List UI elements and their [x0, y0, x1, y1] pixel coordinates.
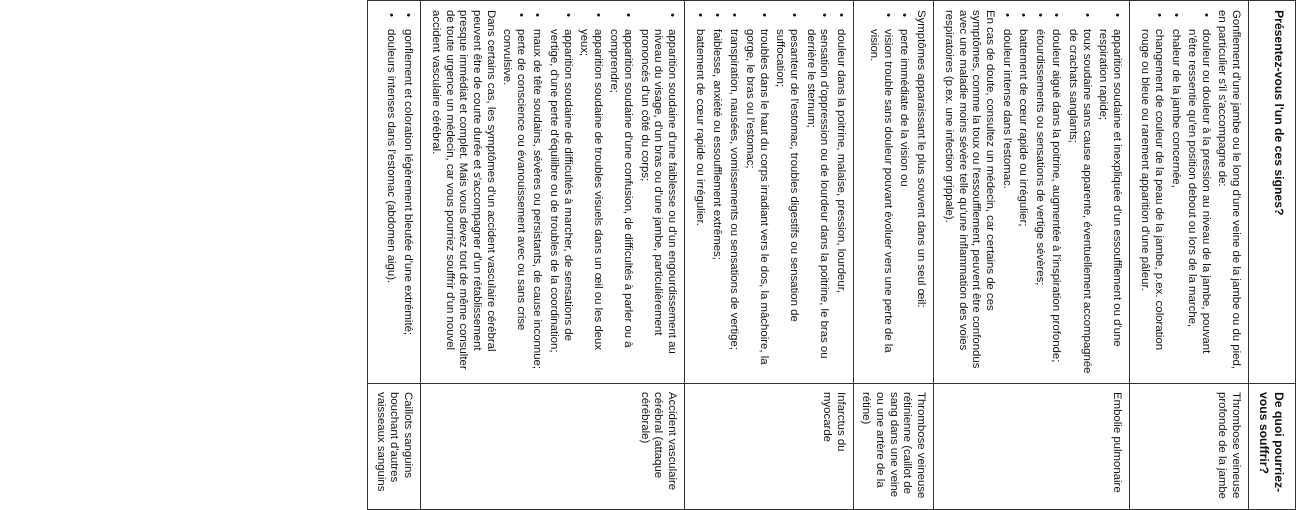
list-item: • douleurs intenses dans l'estomac (abdomen aigu). — [384, 10, 398, 375]
symptoms-table — [367, 0, 1296, 510]
cause-cell: Caillots sanguins bouchant d'autres vaisseaux sanguins — [367, 384, 420, 510]
row-note: En cas de doute, consultez un médecin, car certains de ces symptômes, comme la toux ou l'essoufflement, peuvent être confondus avec une maladie moins sévère telle qu'une inflammation des voies respiratoires (p.ex. une infection grippale). — [943, 10, 997, 369]
list-item: • changement de couleur de la peau de la jambe, p.ex. coloration rouge ou bleue ou rarement apparition d'une pâleur. — [1138, 10, 1165, 375]
list-item: • douleur ou douleur à la pression au niveau de la jambe, pouvant n'être ressentie qu'en position debout ou lors de la marche, — [1185, 10, 1212, 375]
list-item: • battement de cœur rapide ou irrégulier; — [1016, 10, 1030, 375]
symptom-list — [500, 10, 678, 375]
list-item: • chaleur de la jambe concernée, — [1168, 10, 1182, 375]
cause-cell: Embolie pulmonaire — [933, 384, 1129, 510]
signs-header: Présentez-vous l'un de ces signes? — [1249, 1, 1296, 384]
signs-cell — [1129, 1, 1248, 384]
list-item: • apparition soudaine de troubles visuels dans un œil ou les deux yeux; — [577, 10, 604, 375]
signs-cell — [853, 1, 933, 384]
symptom-list — [866, 10, 910, 375]
symptom-list — [999, 10, 1123, 375]
list-item: • sensation d'oppression ou de lourdeur dans la poitrine, le bras ou derrière le sternum; — [803, 10, 830, 375]
list-item: • troubles dans le haut du corps irradiant vers le dos, la mâchoire, la gorge, le bras ou l'estomac; — [743, 10, 770, 375]
table-row-embolism — [933, 1, 1129, 510]
cause-cell: Infarctus du myocarde — [684, 384, 853, 510]
table-row-other-clots — [367, 1, 420, 510]
list-item: • douleur aiguë dans la poitrine, augmentée à l'inspiration profonde; — [1049, 10, 1063, 375]
cause-cell: Thrombose veineuse rétinienne (caillot de sang dans une veine ou une artère de la rétine) — [853, 384, 933, 510]
list-item: • vision trouble sans douleur pouvant évoluer vers une perte de la vision. — [866, 10, 893, 375]
table-row-infarction — [684, 1, 853, 510]
signs-cell — [367, 1, 420, 384]
row-intro: Gonflement d'une jambe ou le long d'une veine de la jambe ou du pied, en particulier s'il s'accompagne de: — [1216, 10, 1242, 369]
list-item: • toux soudaine sans cause apparente, éventuellement accompagnée de crachats sanglants; — [1065, 10, 1092, 375]
list-item: • douleur dans la poitrine, malaise, pression, lourdeur, — [833, 10, 847, 375]
signs-cell — [933, 1, 1129, 384]
cause-header: De quoi pourriez-vous souffrir? — [1249, 384, 1296, 510]
list-item: • perte immédiate de la vision ou — [897, 10, 911, 375]
cause-cell: Accident vasculaire cérébral (attaque cérébrale) — [420, 384, 684, 510]
list-item: • apparition soudaine et inexpliquée d'un essoufflement ou d'une respiration rapide; — [1096, 10, 1123, 375]
symptom-list — [693, 10, 847, 375]
signs-cell — [684, 1, 853, 384]
header-row — [1249, 1, 1296, 510]
list-item: • perte de conscience ou évanouissement avec ou sans crise convulsive. — [500, 10, 527, 375]
row-intro: Symptômes apparaissant le plus souvent dans un seul œil: — [914, 10, 927, 308]
list-item: • faiblesse, anxiété ou essoufflement extrêmes; — [709, 10, 723, 375]
symptom-list — [384, 10, 414, 375]
list-item: • étourdissements ou sensations de vertige sévères; — [1032, 10, 1046, 375]
list-item: • gonflement et coloration légèrement bleutée d'une extrémité; — [400, 10, 414, 375]
list-item: • transpiration, nausées, vomissements ou sensations de vertige; — [726, 10, 740, 375]
cause-cell: Thrombose veineuse profonde de la jambe — [1129, 384, 1248, 510]
signs-cell — [420, 1, 684, 384]
table-row-dvt — [1129, 1, 1248, 510]
list-item: • apparition soudaine d'une confusion, de difficultés à parler ou à comprendre; — [607, 10, 634, 375]
symptom-list — [1138, 10, 1212, 375]
list-item: • maux de tête soudains, sévères ou persistants, de cause inconnue; — [530, 10, 544, 375]
list-item: • apparition soudaine d'une faiblesse ou d'un engourdissement au niveau du visage, d'un bras ou d'une jambe, particulièrement prononcés d'un côté du corps; — [637, 10, 678, 375]
table-row-stroke — [420, 1, 684, 510]
list-item: • pesanteur de l'estomac, troubles digestifs ou sensation de suffocation; — [773, 10, 800, 375]
list-item: • apparition soudaine de difficultés à marcher, de sensations de vertige, d'une perte d'équilibre ou de troubles de la coordination; — [546, 10, 573, 375]
list-item: • douleur intense dans l'estomac. — [999, 10, 1013, 375]
list-item: • battement de cœur rapide ou irrégulier. — [693, 10, 707, 375]
table-row-retinal — [853, 1, 933, 510]
row-note: Dans certains cas, les symptômes d'un accident vasculaire cérébral peuvent être de courte durée et s'accompagner d'un rétablissement presque immédiat et complet. Mais vous devez tout de même consulter de toute urgence un médecin, car vous pourriez souffrir d'un nouvel accident vasculaire cérébral. — [430, 10, 497, 370]
